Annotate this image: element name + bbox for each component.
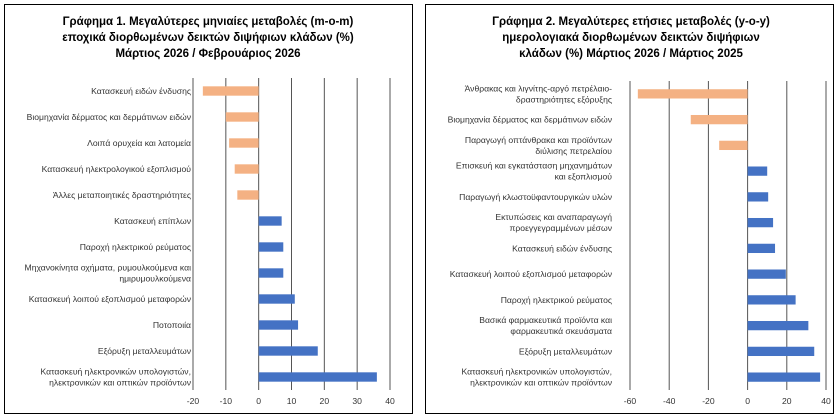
chart-panel-2: [425, 4, 834, 414]
chart-1-bar: [259, 216, 282, 225]
chart-2-tick-label: 20: [782, 396, 792, 406]
chart-1-tick-label: -20: [186, 396, 200, 406]
chart-2-bar: [748, 295, 796, 304]
chart-2-category-label: Κατασκευή ηλεκτρονικών υπολογιστών,: [461, 366, 612, 377]
chart-2-category-label: Κατασκευή λοιπού εξοπλισμού μεταφορών: [449, 269, 612, 280]
chart-2-category-label: Κατασκευή ειδών ένδυσης: [512, 243, 612, 254]
chart-1-bar: [259, 294, 295, 303]
chart-1-category-label: Κατασκευή ειδών ένδυσης: [91, 86, 191, 96]
chart-1-category-label: Κατασκευή ηλεκτρονικών υπολογιστών,: [40, 366, 191, 377]
chart-2-bar: [748, 372, 821, 381]
chart-1-title-line: εποχικά διορθωμένων δεικτών διψήφιων κλάδων (%): [62, 32, 354, 44]
chart-2-tick-label: -60: [623, 396, 637, 406]
chart-panel-1: [4, 4, 413, 414]
chart-1-category-label: ηλεκτρονικών και οπτικών προϊόντων: [49, 377, 191, 388]
chart-2-bar: [691, 115, 748, 124]
chart-2-category-label: φαρμακευτικά σκευάσματα: [510, 326, 612, 337]
chart-1-bar: [259, 346, 318, 355]
chart-1-bar: [259, 320, 298, 329]
chart-2-category-label: προεγγεγραμμένων μέσων: [509, 223, 612, 234]
chart-1-category-label: Λοιπά ορυχεία και λατομεία: [87, 138, 191, 148]
chart-1-bar: [235, 164, 259, 173]
chart-2-title-line: κλάδων (%) Μάρτιος 2026 / Μάρτιος 2025: [519, 48, 743, 60]
chart-2-category-label: και εξοπλισμού: [554, 171, 612, 182]
chart-2-category-label: Άνθρακας και λιγνίτης-αργό πετρέλαιο-: [464, 83, 612, 94]
chart-2-category-label: Εκτυπώσεις και αναπαραγωγή: [495, 212, 612, 223]
chart-1-tick-label: 30: [352, 396, 362, 406]
chart-2-bar: [748, 192, 769, 201]
chart-2-category-label: Παραγωγή οπτάνθρακα και προϊόντων: [464, 134, 612, 145]
chart-1-tick-label: 10: [286, 396, 297, 406]
chart-1-tick-label: -10: [219, 396, 233, 406]
chart-1-category-label: Κατασκευή επίπλων: [114, 216, 191, 226]
chart-2-category-label: Επισκευή και εγκατάσταση μηχανημάτων: [455, 160, 612, 171]
chart-2-bar: [748, 244, 775, 253]
chart-1-bar: [237, 190, 258, 199]
chart-1-category-label: Κατασκευή ηλεκτρολογικού εξοπλισμού: [41, 164, 191, 174]
chart-2-category-label: Βασικά φαρμακευτικά προϊόντα και: [479, 315, 612, 326]
chart-1-category-label: Κατασκευή λοιπού εξοπλισμού μεταφορών: [28, 294, 191, 304]
chart-2-category-label: ηλεκτρονικών και οπτικών προϊόντων: [470, 377, 612, 388]
chart-2-bar: [748, 166, 768, 175]
chart-1-tick-label: 20: [319, 396, 330, 406]
chart-2-title-line: Γράφημα 2. Μεγαλύτερες ετήσιες μεταβολές (y-o-y): [492, 16, 770, 28]
chart-2-category-label: Παραγωγή κλωστοϋφαντουργικών υλών: [459, 191, 612, 202]
chart-2-bar: [748, 218, 773, 227]
chart-1-bar: [259, 268, 284, 277]
chart-1-title-line: Γράφημα 1. Μεγαλύτερες μηνιαίες μεταβολές (m-o-m): [62, 16, 354, 28]
chart-1-bar: [259, 372, 377, 381]
chart-2-bar: [748, 347, 815, 356]
chart-2-bar: [719, 141, 747, 150]
chart-2-title-line: ημερολογιακά διορθωμένων δεικτών διψήφιων: [502, 32, 760, 44]
chart-1-category-label: Άλλες μεταποιητικές δραστηριότητες: [52, 190, 191, 200]
chart-1-category-label: ημιρυμουλκούμενα: [119, 273, 191, 284]
chart-2-category-label: δραστηριότητες εξόρυξης: [515, 94, 612, 105]
chart-2-tick-label: 40: [821, 396, 831, 406]
chart-1-tick-label: 0: [256, 396, 262, 406]
chart-1-category-label: Βιομηχανία δέρματος και δερμάτινων ειδών: [26, 112, 191, 122]
chart-1-category-label: Εξόρυξη μεταλλευμάτων: [97, 346, 191, 356]
chart-1-bar: [226, 112, 259, 121]
chart-2-category-label: διύλισης πετρελαίου: [535, 145, 612, 156]
chart-2-category-label: Βιομηχανία δέρματος και δερμάτινων ειδών: [447, 114, 612, 125]
chart-2-tick-label: -20: [702, 396, 715, 406]
chart-1-title-line: Μάρτιος 2026 / Φεβρουάριος 2026: [115, 48, 301, 60]
chart-1-bar: [203, 86, 259, 95]
chart-1-category-label: Ποτοποιία: [152, 320, 191, 330]
chart-1-category-label: Μηχανοκίνητα οχήματα, ρυμουλκούμενα και: [24, 262, 191, 273]
chart-1-category-label: Παροχή ηλεκτρικού ρεύματος: [79, 242, 191, 252]
chart-2-bar: [748, 269, 786, 278]
chart-1-bar: [259, 242, 284, 251]
chart-2-category-label: Παροχή ηλεκτρικού ρεύματος: [500, 294, 612, 305]
chart-2-bar: [748, 321, 809, 330]
chart-1-svg: [5, 5, 412, 413]
chart-2-tick-label: -40: [662, 396, 676, 406]
chart-2-tick-label: 0: [745, 396, 750, 406]
chart-2-svg: [426, 5, 833, 413]
chart-2-category-label: Εξόρυξη μεταλλευμάτων: [518, 346, 612, 357]
chart-1-bar: [229, 138, 259, 147]
chart-2-bar: [638, 89, 748, 98]
chart-1-tick-label: 40: [385, 396, 395, 406]
